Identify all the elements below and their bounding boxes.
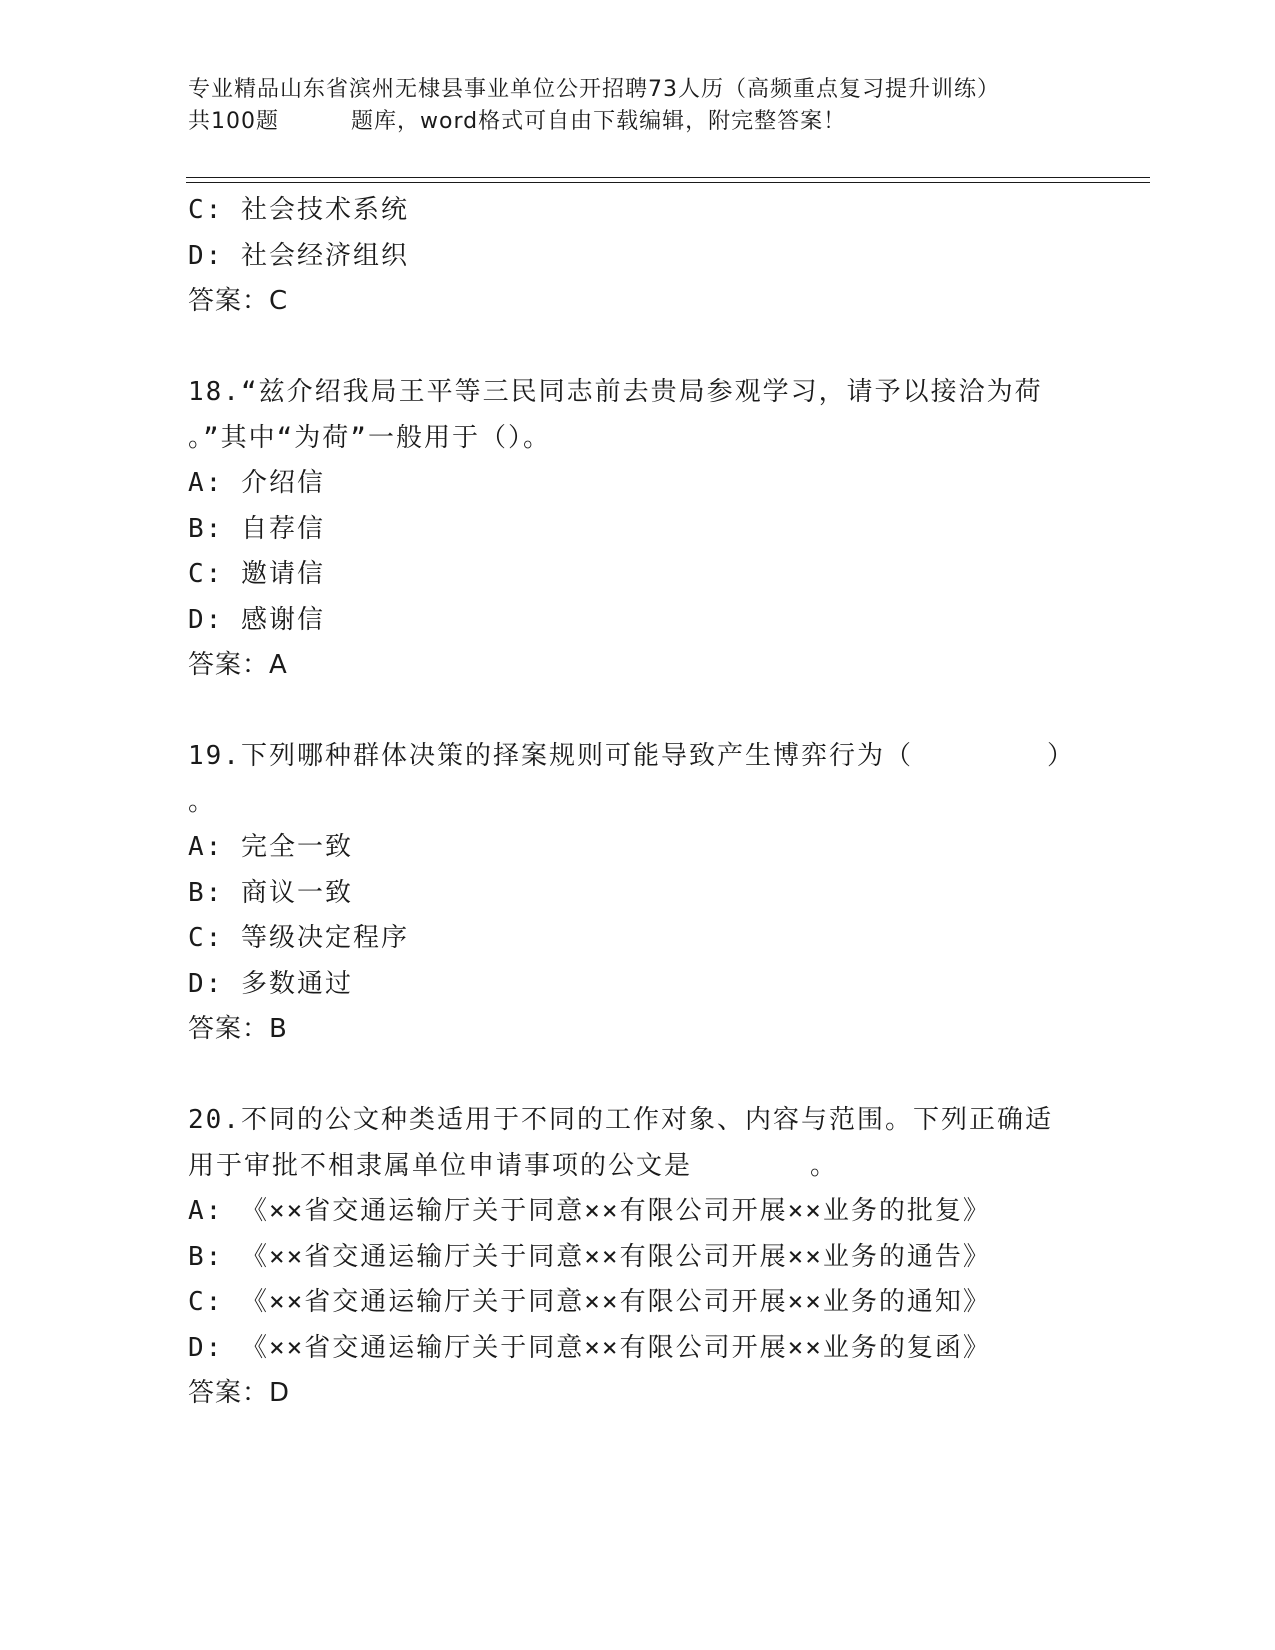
- header-question-count: 共100题: [188, 109, 279, 134]
- option-a: A: 完全一致: [188, 832, 353, 862]
- option-b: B: 《××省交通运输厅关于同意××有限公司开展××业务的通告》: [188, 1241, 991, 1272]
- question-content: [188, 188, 1128, 1417]
- closing-period: 。: [810, 1150, 839, 1181]
- option-b: B: 商议一致: [188, 877, 353, 908]
- option-a: A: 《××省交通运输厅关于同意××有限公司开展××业务的批复》: [188, 1196, 991, 1226]
- document-header: [188, 74, 1148, 138]
- option-c: C: 《××省交通运输厅关于同意××有限公司开展××业务的通知》: [188, 1287, 991, 1317]
- answer: 答案：D: [188, 1378, 291, 1408]
- question-stem-line-2: [188, 1144, 1128, 1190]
- option-d: D: 社会经济组织: [188, 240, 409, 271]
- question-stem-line-1: 18.“兹介绍我局王平等三民同志前去贵局参观学习，请予以接洽为荷: [188, 377, 1043, 407]
- option-b: B: 自荐信: [188, 513, 325, 544]
- question-20: [188, 1098, 1128, 1417]
- header-title-line-1: 专业精品山东省滨州无棣县事业单位公开招聘73人历（高频重点复习提升训练）: [188, 77, 1000, 102]
- question-stem-line-2: 。”其中“为荷”一般用于（）。: [188, 422, 551, 453]
- option-a: A: 介绍信: [188, 468, 325, 498]
- question-stem-line-1: [188, 734, 1128, 780]
- header-description: 题库，word格式可自由下载编辑，附完整答案！: [351, 109, 847, 134]
- option-c: C: 邀请信: [188, 559, 325, 589]
- option-d: D: 多数通过: [188, 968, 353, 999]
- option-d: D: 感谢信: [188, 604, 325, 635]
- header-divider-bottom: [186, 182, 1150, 183]
- question-stem-text: 用于审批不相隶属单位申请事项的公文是: [188, 1150, 693, 1181]
- question-19: [188, 734, 1128, 1053]
- question-17-continued: [188, 188, 1128, 325]
- option-d: D: 《××省交通运输厅关于同意××有限公司开展××业务的复函》: [188, 1332, 991, 1363]
- closing-paren: ）: [1046, 741, 1075, 771]
- question-stem-line-1: 20.不同的公文种类适用于不同的工作对象、内容与范围。下列正确适: [188, 1105, 1053, 1135]
- header-title-line-2: [188, 106, 1148, 138]
- question-18: [188, 370, 1128, 689]
- answer: 答案：A: [188, 650, 288, 680]
- question-stem-text: 19.下列哪种群体决策的择案规则可能导致产生博弈行为（: [188, 741, 913, 771]
- question-stem-line-2: 。: [188, 786, 217, 817]
- option-c: C: 社会技术系统: [188, 195, 409, 225]
- header-divider-top: [186, 177, 1150, 178]
- answer: 答案：C: [188, 286, 289, 316]
- option-c: C: 等级决定程序: [188, 923, 409, 953]
- answer: 答案：B: [188, 1014, 288, 1044]
